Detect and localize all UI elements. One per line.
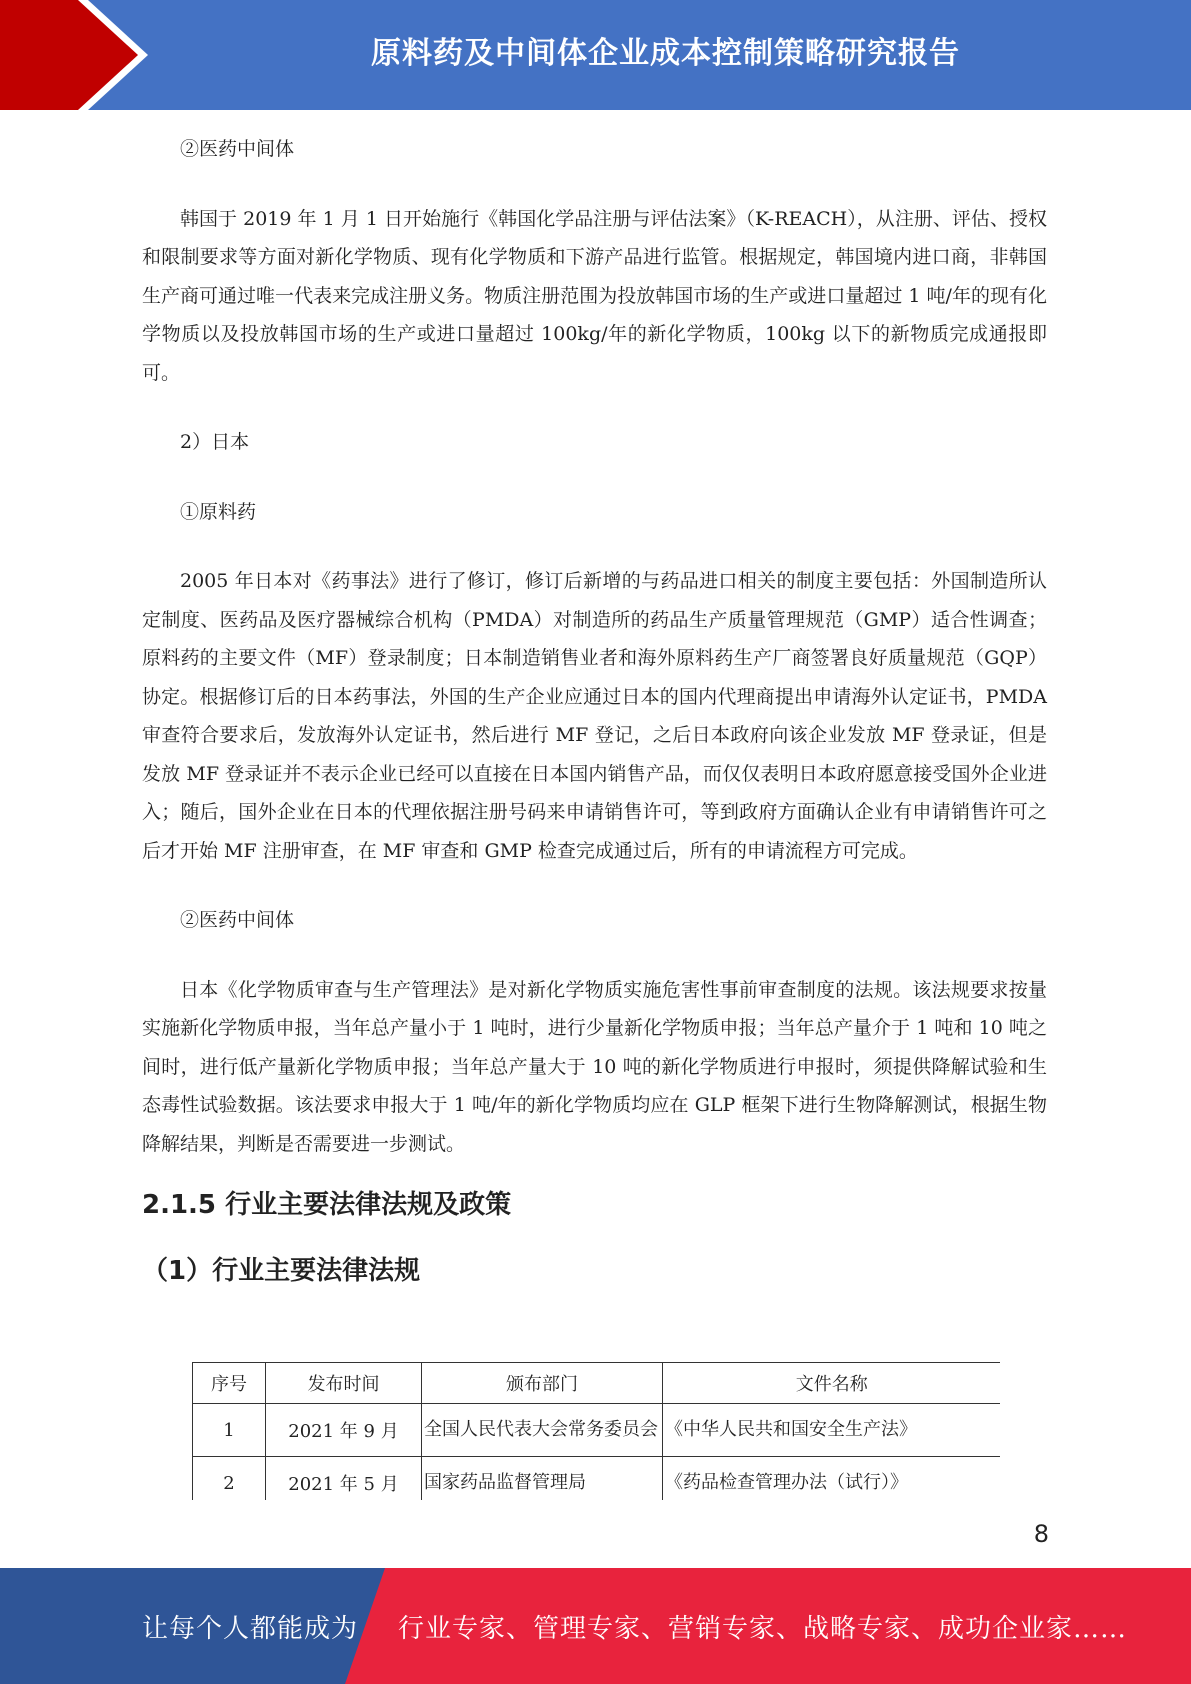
page-header	[0, 0, 1191, 110]
table-row	[193, 1404, 1001, 1457]
subheading-japan: 2）日本	[180, 431, 250, 453]
page-number: 8	[1033, 1520, 1049, 1548]
table-header-cell: 文件名称	[663, 1363, 1001, 1404]
page-footer	[0, 1568, 1191, 1684]
table-cell: 1	[193, 1404, 266, 1457]
section-heading-2-1-5: 2.1.5 行业主要法律法规及政策	[142, 1190, 512, 1220]
paragraph-japan-chemical-law: 日本《化学物质审查与生产管理法》是对新化学物质实施危害性事前审查制度的法规。该法规要求按量实施新化学物质申报，当年总产量小于 1 吨时，进行少量新化学物质申报；当年总产量介于 1 吨和 10 吨之间时，进行低产量新化学物质申报；当年总产量大于 10 吨的新化学物质进行申报时，须提供降解试验和生态毒性试验数据。该法要求申报大于 1 吨/年的新化学物质均应在 GLP 框架下进行生物降解测试，根据生物降解结果，判断是否需要进一步测试。	[142, 978, 1047, 1155]
table-header-row	[193, 1363, 1001, 1404]
subheading-api-japan: ①原料药	[180, 500, 257, 523]
table-header-cell: 序号	[193, 1363, 266, 1404]
laws-table-container	[192, 1362, 1000, 1500]
document-body	[142, 130, 1047, 1291]
table-header-cell: 发布时间	[266, 1363, 422, 1404]
table-cell: 2021 年 9 月	[266, 1404, 422, 1457]
header-title: 原料药及中间体企业成本控制策略研究报告	[371, 36, 960, 71]
paragraph-korea-kreach: 韩国于 2019 年 1 月 1 日开始施行《韩国化学品注册与评估法案》（K-REACH），从注册、评估、授权和限制要求等方面对新化学物质、现有化学物质和下游产品进行监管。根据规定，韩国境内进口商，非韩国生产商可通过唯一代表来完成注册义务。物质注册范围为投放韩国市场的生产或进口量超过 1 吨/年的现有化学物质以及投放韩国市场的生产或进口量超过 100kg/年的新化学物质，100kg 以下的新物质完成通报即可。	[142, 207, 1047, 384]
table-cell: 《中华人民共和国安全生产法》	[663, 1404, 1001, 1457]
subheading-pharma-intermediates-korea: ②医药中间体	[180, 138, 295, 160]
table-cell: 《药品检查管理办法（试行）》	[663, 1457, 1001, 1501]
laws-table	[192, 1362, 1000, 1500]
section-heading-laws: （1）行业主要法律法规	[142, 1256, 421, 1286]
paragraph-japan-pharma-law: 2005 年日本对《药事法》进行了修订，修订后新增的与药品进口相关的制度主要包括：外国制造所认定制度、医药品及医疗器械综合机构（PMDA）对制造所的药品生产质量管理规范（GMP）适合性调查；原料药的主要文件（MF）登录制度；日本制造销售业者和海外原料药生产厂商签署良好质量规范（GQP）协定。根据修订后的日本药事法，外国的生产企业应通过日本的国内代理商提出申请海外认定证书，PMDA 审查符合要求后，发放海外认定证书，然后进行 MF 登记，之后日本政府向该企业发放 MF 登录证，但是发放 MF 登录证并不表示企业已经可以直接在日本国内销售产品，而仅仅表明日本政府愿意接受国外企业进入；随后，国外企业在日本的代理依据注册号码来申请销售许可，等到政府方面确认企业有申请销售许可之后才开始 MF 注册审查，在 MF 审查和 GMP 检查完成通过后，所有的申请流程方可完成。	[142, 570, 1047, 862]
footer-slogan-left: 让每个人都能成为	[142, 1613, 359, 1644]
table-cell: 国家药品监督管理局	[422, 1457, 663, 1501]
table-cell: 2021 年 5 月	[266, 1457, 422, 1501]
table-header-cell: 颁布部门	[422, 1363, 663, 1404]
subheading-pharma-intermediates-japan: ②医药中间体	[180, 909, 295, 931]
table-cell: 全国人民代表大会常务委员会	[422, 1404, 663, 1457]
footer-slogan-right: 行业专家、管理专家、营销专家、战略专家、成功企业家……	[398, 1613, 1128, 1644]
table-row	[193, 1457, 1001, 1501]
table-cell: 2	[193, 1457, 266, 1501]
